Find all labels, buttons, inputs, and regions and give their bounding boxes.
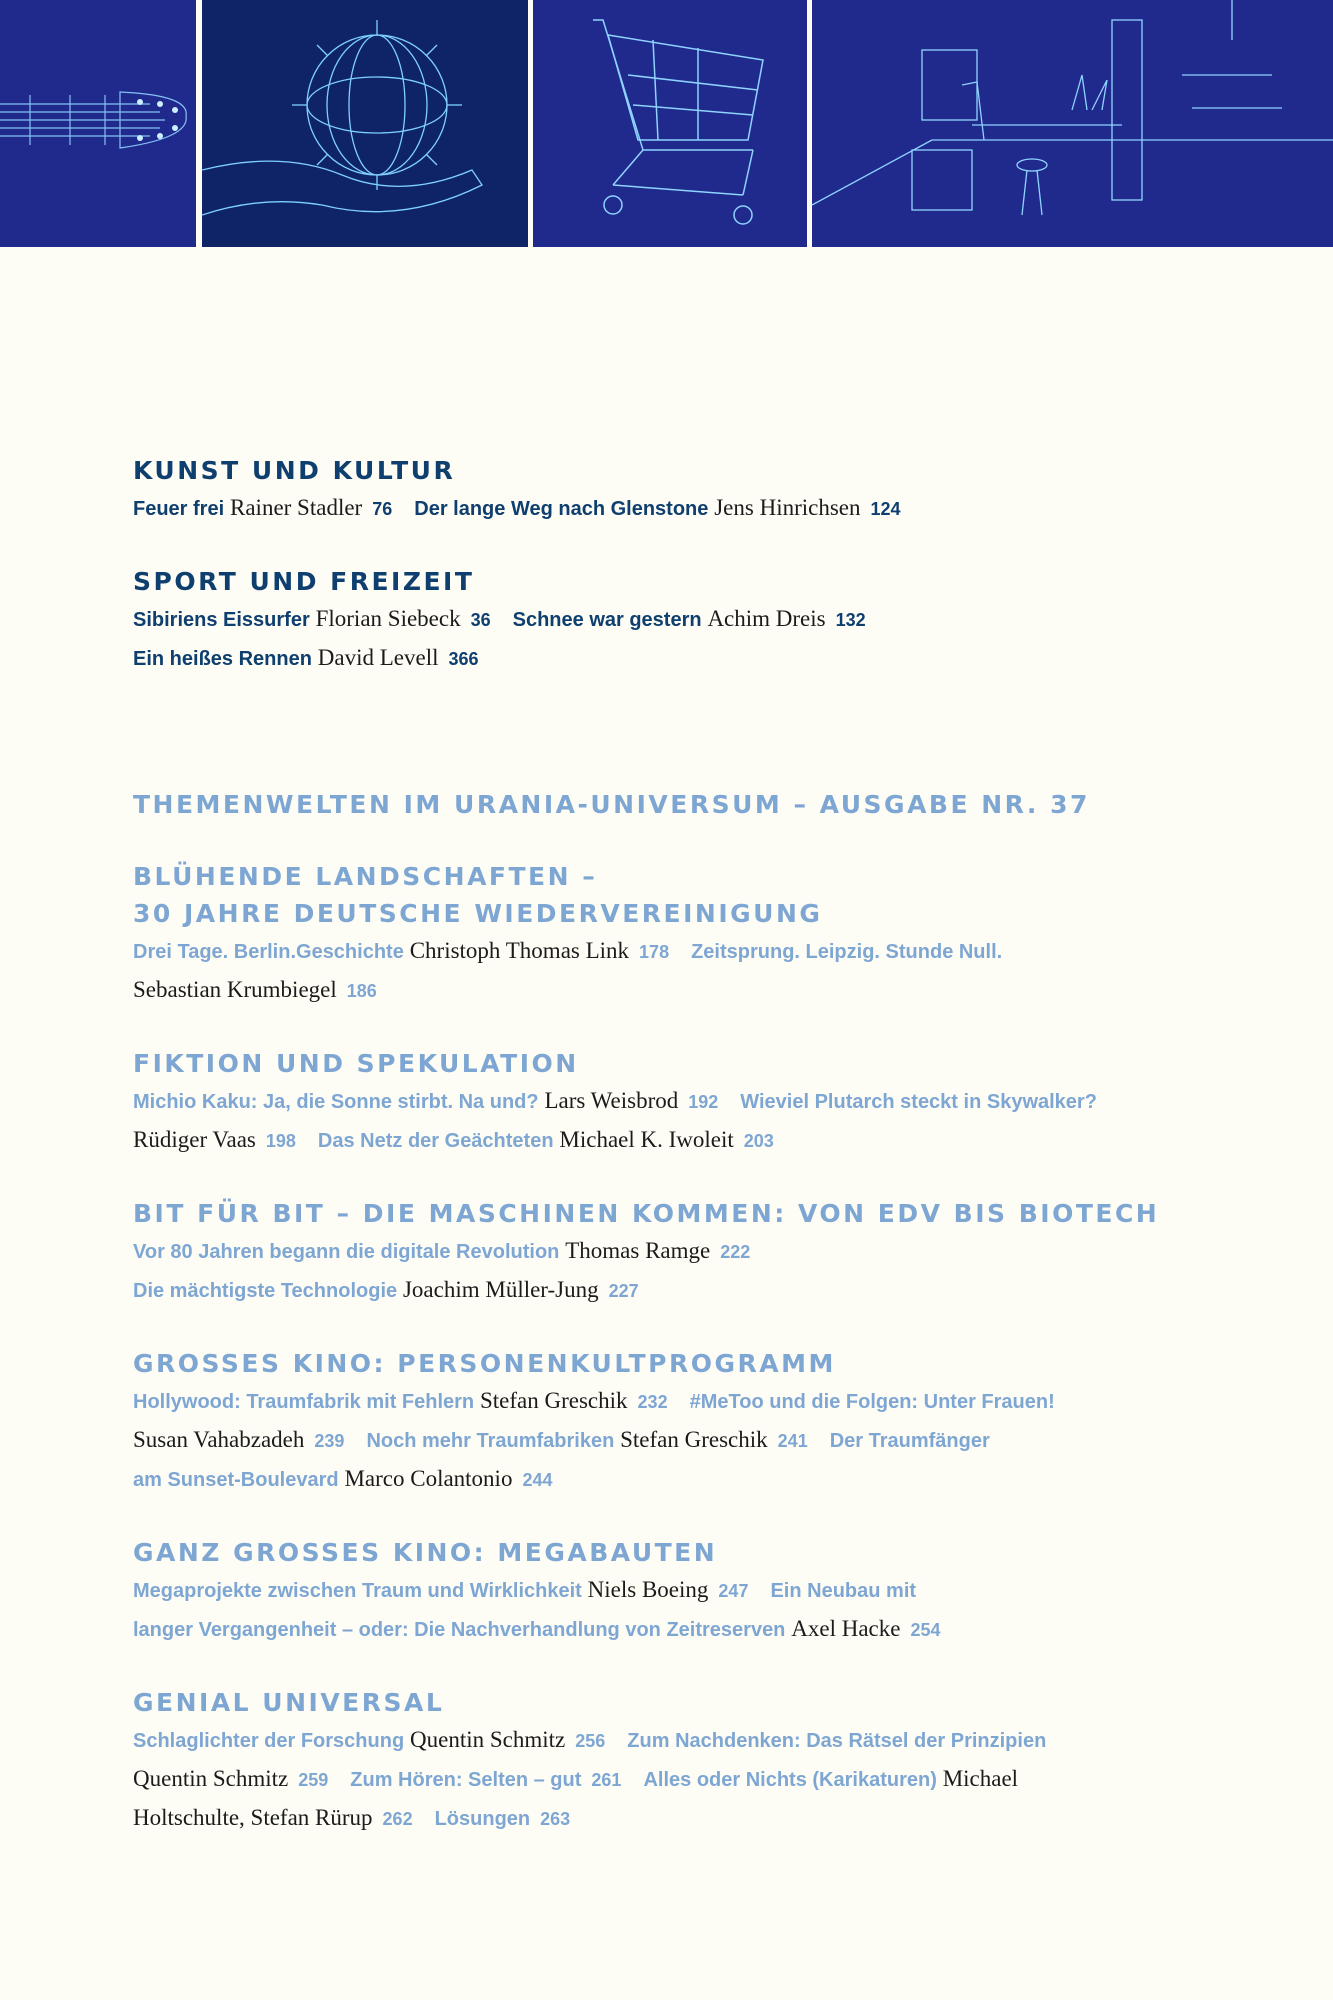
entry-title: Megaprojekte zwischen Traum und Wirklichkeit [133,1580,582,1602]
toc-entry[interactable] [133,1618,941,1641]
entry-title: Zum Hören: Selten – gut [350,1769,582,1791]
entry-author: Marco Colantonio [344,1466,513,1491]
table-of-contents [133,452,1213,1838]
entry-title: Die mächtigste Technologie [133,1280,398,1302]
toc-entry[interactable] [513,608,866,631]
toc-entry[interactable] [133,1240,750,1263]
entry-author: David Levell [317,645,439,670]
entry-title: Drei Tage. Berlin.Geschichte [133,941,404,963]
entry-title: Der Traumfänger [829,1430,990,1452]
section-kunst-und-kultur [133,452,1213,528]
toc-line [133,1460,1213,1499]
toc-entry[interactable] [414,497,900,520]
entry-page: 263 [540,1809,571,1829]
entry-page: 132 [835,610,866,630]
entry-title: Das Netz der Geächteten [317,1130,554,1152]
entry-title: Feuer frei [133,498,225,520]
section-heading: KUNST UND KULTUR [133,456,456,485]
toc-line [133,600,1213,639]
toc-entry[interactable] [133,979,377,1002]
toc-entry[interactable] [133,1390,668,1413]
toc-entry[interactable] [690,1390,1055,1413]
section-heading: BLÜHENDE LANDSCHAFTEN – [133,862,598,891]
entry-title: Schlaglichter der Forschung [133,1730,405,1752]
toc-entry[interactable] [350,1768,621,1791]
entry-title: Ein Neubau mit [770,1580,917,1602]
themenwelten-block [133,786,1213,823]
entry-page: 239 [314,1431,345,1451]
entry-page: 198 [265,1131,296,1151]
section-heading: 30 JAHRE DEUTSCHE WIEDERVEREINIGUNG [133,899,823,928]
section-sport-und-freizeit [133,563,1213,678]
section-fiktion-und-spekulation [133,1045,1213,1160]
entry-title: Noch mehr Traumfabriken [366,1430,615,1452]
entry-page: 124 [870,499,901,519]
entry-author: Sebastian Krumbiegel [133,977,337,1002]
toc-line [133,1121,1213,1160]
entry-author: Florian Siebeck [315,606,461,631]
entry-page: 259 [298,1770,329,1790]
toc-entry[interactable] [133,1468,553,1491]
toc-entry[interactable] [133,1729,605,1752]
toc-line [133,1721,1213,1760]
entry-author: Rüdiger Vaas [133,1127,256,1152]
section-heading: GROSSES KINO: PERSONENKULTPROGRAMM [133,1349,836,1378]
toc-entry[interactable] [740,1090,1097,1113]
themenwelten-heading: THEMENWELTEN IM URANIA-UNIVERSUM – AUSGABE NR. 37 [133,790,1090,819]
toc-line [133,1232,1213,1271]
toc-line [133,1382,1213,1421]
entry-title: am Sunset-Boulevard [133,1469,339,1491]
toc-line [133,1271,1213,1310]
toc-entry[interactable] [133,1429,344,1452]
entry-title: Zeitsprung. Leipzig. Stunde Null. [691,941,1003,963]
entry-page: 261 [591,1770,622,1790]
toc-entry[interactable] [133,1768,328,1791]
entry-page: 254 [910,1620,941,1640]
toc-line [133,1421,1213,1460]
entry-author: Stefan Greschik [620,1427,768,1452]
entry-author: Niels Boeing [587,1577,709,1602]
entry-title: Der lange Weg nach Glenstone [414,498,709,520]
entry-page: 366 [448,649,479,669]
entry-title: Wieviel Plutarch steckt in Skywalker? [740,1091,1097,1113]
entry-page: 247 [718,1581,749,1601]
section-ganz-grosses-kino [133,1534,1213,1649]
entry-author: Quentin Schmitz [410,1727,566,1752]
section-heading: GANZ GROSSES KINO: MEGABAUTEN [133,1538,718,1567]
entry-page: 256 [575,1731,606,1751]
entry-author: Quentin Schmitz [133,1766,289,1791]
section-heading: GENIAL UNIVERSAL [133,1688,445,1717]
entry-author: Jens Hinrichsen [714,495,861,520]
entry-title: #MeToo und die Folgen: Unter Frauen! [689,1391,1055,1413]
entry-title: Vor 80 Jahren begann die digitale Revolution [133,1241,560,1263]
entry-author: Axel Hacke [791,1616,901,1641]
toc-entry[interactable] [643,1768,1018,1791]
entry-page: 227 [608,1281,639,1301]
toc-line [133,1571,1213,1610]
entry-page: 203 [743,1131,774,1151]
toc-line [133,1082,1213,1121]
entry-author: Rainer Stadler [230,495,363,520]
shopping-cart-icon [533,0,807,247]
toc-entry[interactable] [133,1807,413,1830]
toc-entry[interactable] [133,1090,718,1113]
entry-title: Lösungen [434,1808,531,1830]
entry-title: Michio Kaku: Ja, die Sonne stirbt. Na und? [133,1091,539,1113]
entry-page: 178 [639,942,670,962]
entry-author: Joachim Müller-Jung [402,1277,599,1302]
entry-page: 241 [777,1431,808,1451]
section-bluehende-landschaften [133,858,1213,1010]
guitar-neck-icon [0,0,196,247]
entry-author: Christoph Thomas Link [409,938,630,963]
section-heading: BIT FÜR BIT – DIE MASCHINEN KOMMEN: VON EDV BIS BIOTECH [133,1199,1160,1228]
entry-author: Stefan Greschik [480,1388,628,1413]
entry-title: Zum Nachdenken: Das Rätsel der Prinzipien [627,1730,1047,1752]
section-grosses-kino [133,1345,1213,1499]
entry-title: Sibiriens Eissurfer [133,609,310,631]
entry-page: 222 [720,1242,751,1262]
entry-author: Achim Dreis [707,606,826,631]
entry-page: 262 [382,1809,413,1829]
toc-entry[interactable] [133,1279,639,1302]
living-room-icon [812,0,1333,247]
toc-line [133,1610,1213,1649]
toc-line [133,1799,1213,1838]
toc-entry[interactable] [133,1129,296,1152]
entry-author: Michael [942,1766,1019,1791]
toc-line [133,971,1213,1010]
toc-entry[interactable] [366,1429,807,1452]
entry-title: Hollywood: Traumfabrik mit Fehlern [133,1391,475,1413]
entry-author: Lars Weisbrod [544,1088,679,1113]
entry-title: Ein heißes Rennen [133,648,312,670]
toc-entry[interactable] [830,1429,990,1452]
entry-author: Thomas Ramge [565,1238,711,1263]
toc-entry[interactable] [318,1129,774,1152]
section-heading: FIKTION UND SPEKULATION [133,1049,579,1078]
section-bit-fuer-bit [133,1195,1213,1310]
entry-page: 244 [522,1470,553,1490]
toc-entry[interactable] [691,940,1002,963]
entry-author: Susan Vahabzadeh [133,1427,305,1452]
virus-in-hand-icon [202,0,528,247]
toc-line [133,1760,1213,1799]
entry-title: Alles oder Nichts (Karikaturen) [643,1769,937,1791]
entry-title: Schnee war gestern [512,609,702,631]
entry-page: 192 [688,1092,719,1112]
entry-page: 36 [470,610,491,630]
toc-line [133,932,1213,971]
toc-line [133,639,1213,678]
entry-page: 76 [372,499,393,519]
toc-entry[interactable] [133,497,392,520]
entry-title: langer Vergangenheit – oder: Die Nachverhandlung von Zeitreserven [133,1619,786,1641]
entry-page: 232 [637,1392,668,1412]
toc-entry[interactable] [133,608,491,631]
toc-entry[interactable] [627,1729,1046,1752]
entry-page: 186 [346,981,377,1001]
section-genial-universal [133,1684,1213,1838]
toc-entry[interactable] [133,647,479,670]
entry-author: Michael K. Iwoleit [559,1127,734,1152]
toc-entry[interactable] [133,940,669,963]
toc-entry[interactable] [435,1807,571,1830]
section-heading: SPORT UND FREIZEIT [133,567,475,596]
toc-entry[interactable] [770,1579,916,1602]
toc-line [133,489,1213,528]
toc-entry[interactable] [133,1579,748,1602]
header-image-strip [0,0,1333,247]
entry-author: Holtschulte, Stefan Rürup [133,1805,373,1830]
